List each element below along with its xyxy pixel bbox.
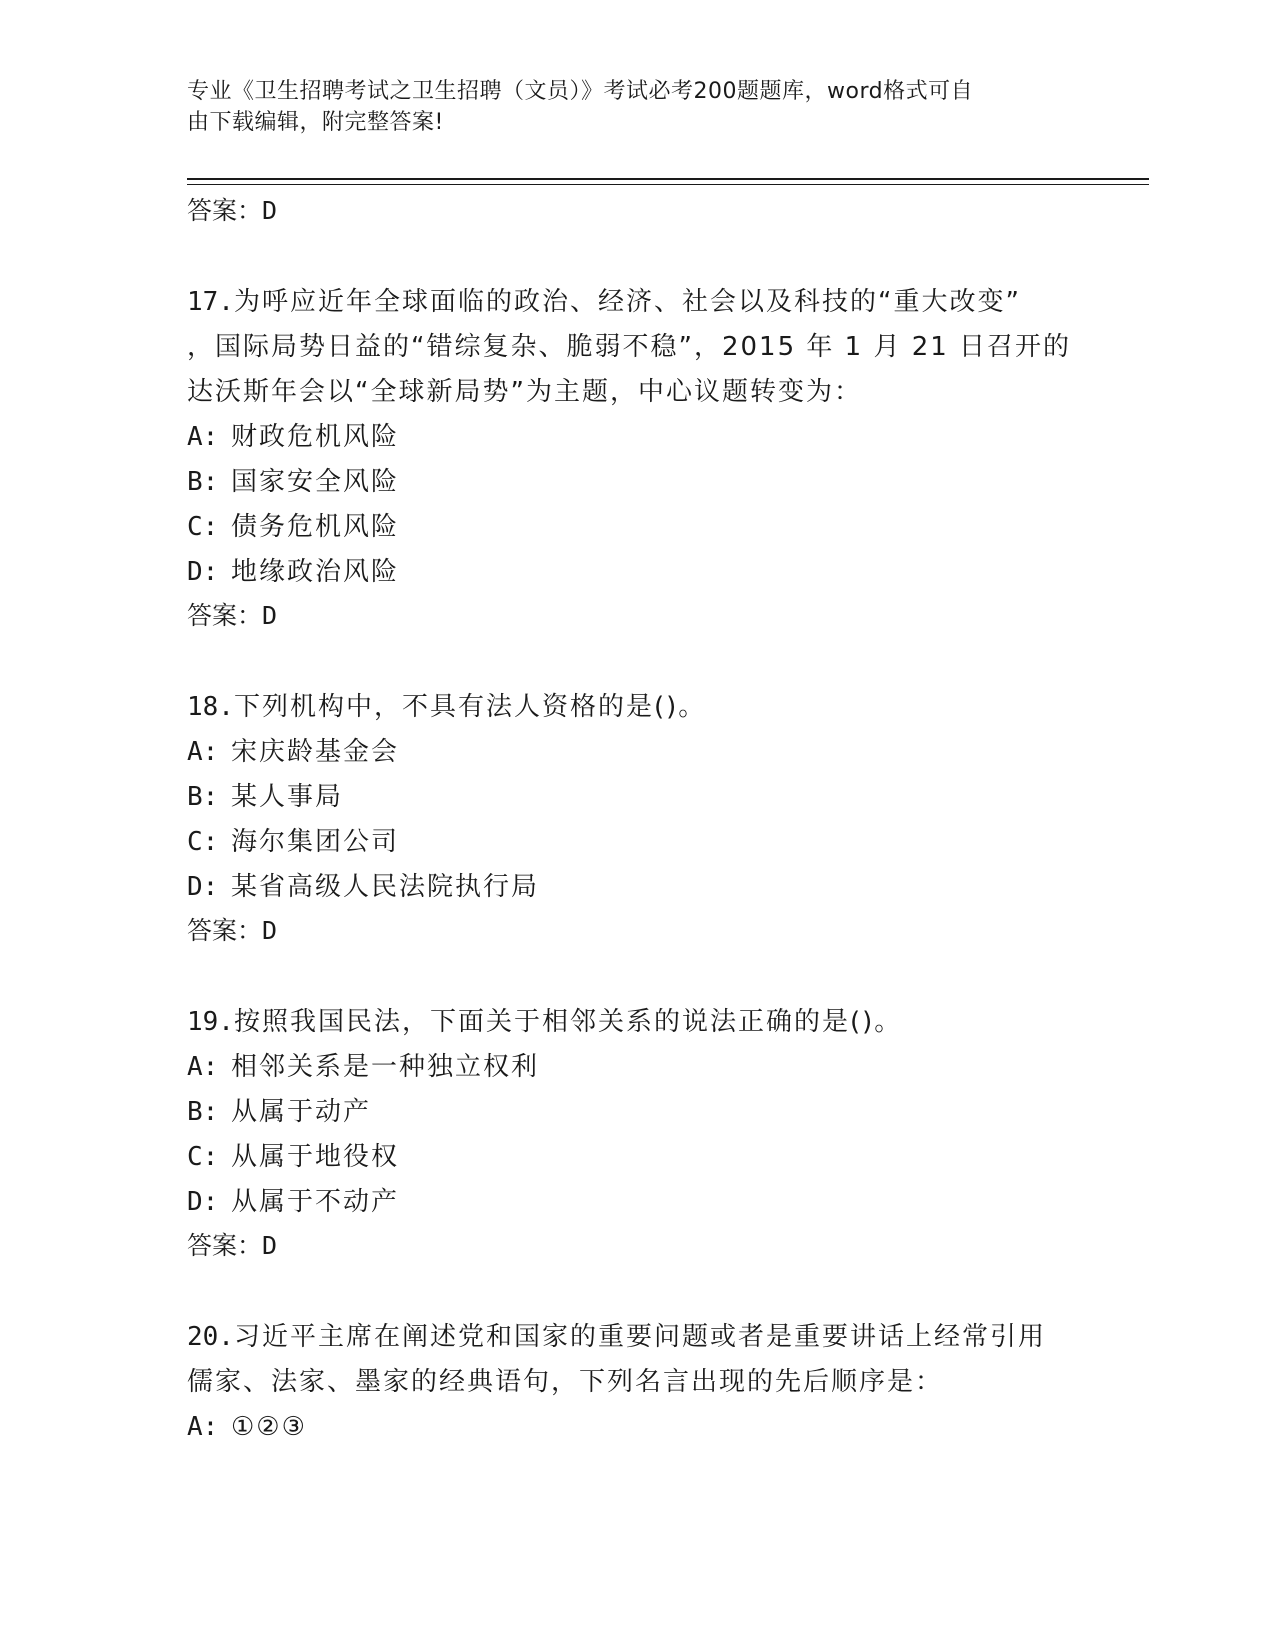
option-key: B: xyxy=(187,1097,219,1127)
option-b xyxy=(187,460,1087,505)
option-text: 债务危机风险 xyxy=(231,512,400,542)
option-a xyxy=(187,1405,1087,1450)
stem-text: 为呼应近年全球面临的政治、经济、社会以及科技的“重大改变” xyxy=(233,287,1021,317)
stem-line: 儒家、法家、墨家的经典语句，下列名言出现的先后顺序是： xyxy=(187,1367,944,1397)
option-key: A: xyxy=(187,1052,219,1082)
option-key: A: xyxy=(187,422,219,452)
option-d xyxy=(187,1180,1087,1225)
option-key: C: xyxy=(187,827,219,857)
option-b xyxy=(187,1090,1087,1135)
question-stem xyxy=(187,1315,1087,1405)
option-text: 某人事局 xyxy=(231,782,344,812)
stem-line: 达沃斯年会以“全球新局势”为主题，中心议题转变为： xyxy=(187,377,862,407)
answer-value: D xyxy=(262,601,278,630)
question-17 xyxy=(187,280,1087,637)
answer-label: 答案： xyxy=(187,1231,263,1260)
option-text: 从属于不动产 xyxy=(231,1187,400,1217)
option-a xyxy=(187,730,1087,775)
option-a xyxy=(187,415,1087,460)
header-divider-thick xyxy=(187,178,1149,180)
question-19 xyxy=(187,1000,1087,1267)
header-divider-thin xyxy=(187,184,1149,185)
option-key: A: xyxy=(187,1412,219,1442)
stem-line xyxy=(187,1000,1087,1045)
option-key: C: xyxy=(187,512,219,542)
answer-line xyxy=(187,910,1087,952)
header-line-1: 专业《卫生招聘考试之卫生招聘（文员）》考试必考200题题库，word格式可自 xyxy=(187,79,974,104)
option-key: D: xyxy=(187,557,219,587)
option-text: 从属于地役权 xyxy=(231,1142,400,1172)
question-number: 18. xyxy=(187,692,234,722)
answer-label: 答案： xyxy=(187,196,263,225)
question-number: 17. xyxy=(187,287,234,317)
option-text: 地缘政治风险 xyxy=(231,557,400,587)
stem-text: 按照我国民法，下面关于相邻关系的说法正确的是()。 xyxy=(233,1007,903,1037)
option-key: D: xyxy=(187,1187,219,1217)
option-a xyxy=(187,1045,1087,1090)
question-stem xyxy=(187,280,1087,415)
option-key: C: xyxy=(187,1142,219,1172)
question-stem xyxy=(187,685,1087,730)
header-line-2: 由下载编辑，附完整答案! xyxy=(187,110,444,135)
question-list xyxy=(187,190,1087,1450)
option-text: 财政危机风险 xyxy=(231,422,400,452)
answer-line xyxy=(187,595,1087,637)
stem-line: ，国际局势日益的“错综复杂、脆弱不稳”，2015 年 1 月 21 日召开的 xyxy=(187,332,1072,362)
question-number: 19. xyxy=(187,1007,234,1037)
option-text: 海尔集团公司 xyxy=(231,827,400,857)
stem-line xyxy=(187,1315,1087,1360)
stem-line xyxy=(187,685,1087,730)
option-text: ①②③ xyxy=(231,1412,307,1442)
question-20 xyxy=(187,1315,1087,1450)
option-text: 国家安全风险 xyxy=(231,467,400,497)
stem-text: 习近平主席在阐述党和国家的重要问题或者是重要讲话上经常引用 xyxy=(233,1322,1046,1352)
option-text: 从属于动产 xyxy=(231,1097,372,1127)
stem-text: 下列机构中，不具有法人资格的是()。 xyxy=(233,692,707,722)
option-d xyxy=(187,865,1087,910)
option-text: 某省高级人民法院执行局 xyxy=(231,872,540,902)
option-d xyxy=(187,550,1087,595)
option-key: B: xyxy=(187,782,219,812)
question-18 xyxy=(187,685,1087,952)
question-number: 20. xyxy=(187,1322,234,1352)
answer-value: D xyxy=(262,196,278,225)
answer-label: 答案： xyxy=(187,601,263,630)
option-c xyxy=(187,1135,1087,1180)
option-c xyxy=(187,820,1087,865)
answer-line xyxy=(187,1225,1087,1267)
answer-value: D xyxy=(262,916,278,945)
answer-line xyxy=(187,190,1087,232)
answer-label: 答案： xyxy=(187,916,263,945)
document-header xyxy=(187,76,1087,138)
option-text: 相邻关系是一种独立权利 xyxy=(231,1052,540,1082)
option-text: 宋庆龄基金会 xyxy=(231,737,400,767)
option-key: A: xyxy=(187,737,219,767)
option-c xyxy=(187,505,1087,550)
option-key: D: xyxy=(187,872,219,902)
stem-line xyxy=(187,280,1087,325)
question-stem xyxy=(187,1000,1087,1045)
option-b xyxy=(187,775,1087,820)
option-key: B: xyxy=(187,467,219,497)
answer-value: D xyxy=(262,1231,278,1260)
